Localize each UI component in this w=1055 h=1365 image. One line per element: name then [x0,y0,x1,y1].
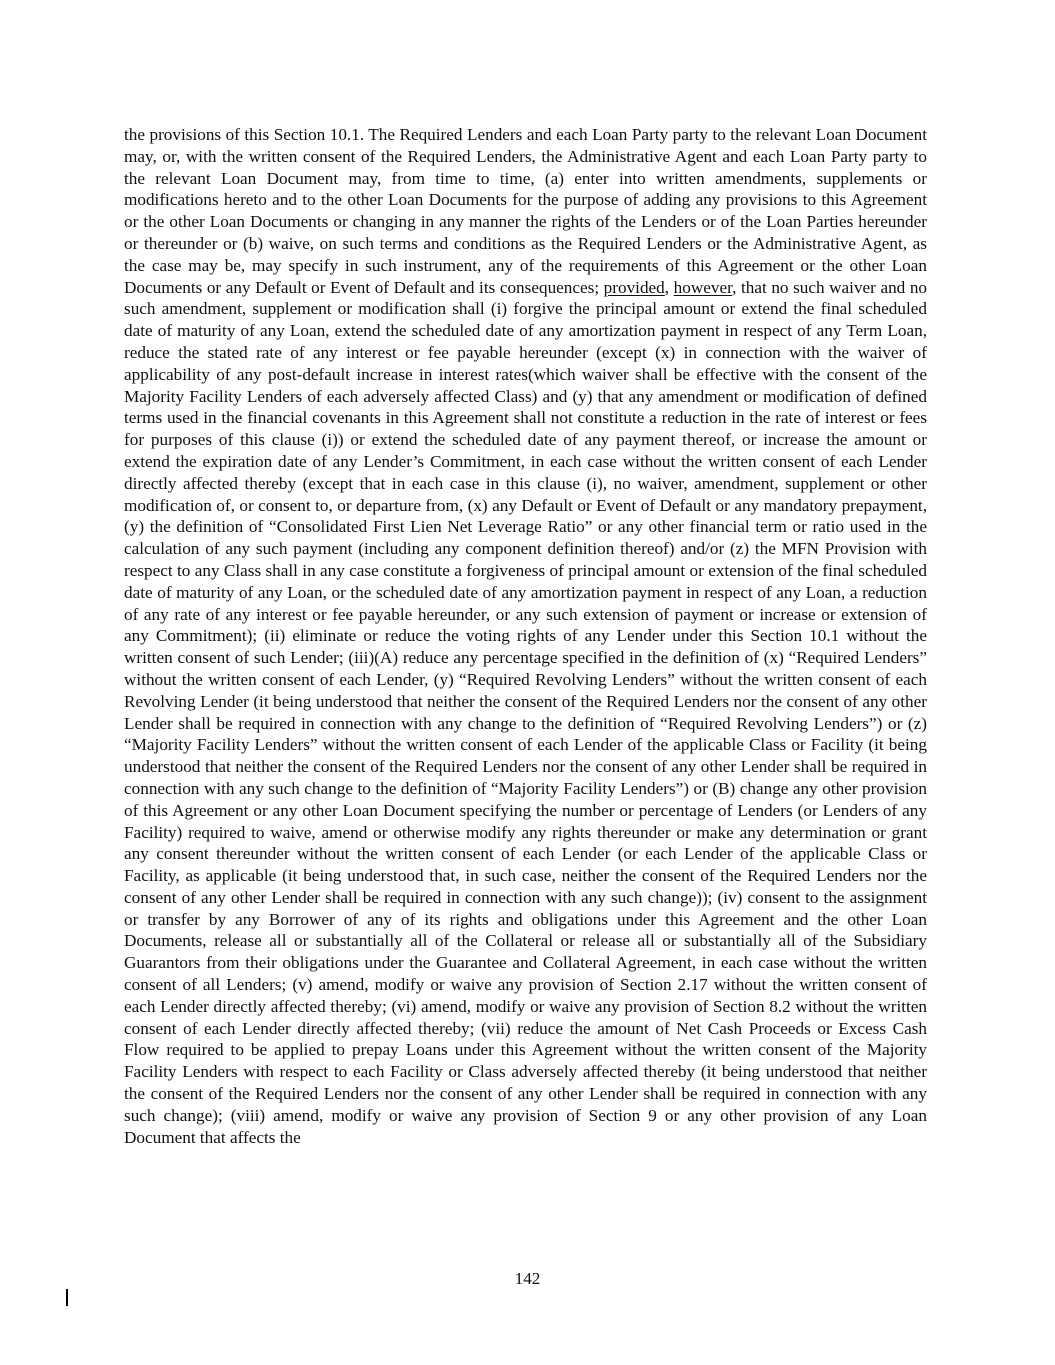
however-term: however [673,277,733,297]
provided-term: provided [603,277,665,297]
body-paragraph [124,124,927,1148]
document-body [124,124,927,1148]
comma-separator: , [664,277,674,297]
page-number: 142 [514,1269,541,1288]
revision-margin-bar [66,1289,68,1306]
paragraph-text-part-2: , that no such waiver and no such amendment, supplement or modification shall (i) forgive the principal amount or extend the final scheduled date of maturity of any Loan, extend the scheduled date of any amortization payment in respect of any Term Loan, reduce the stated rate of any interest or fee payable hereunder (except (x) in connection with the waiver of applicability of any post-default increase in interest rates(which waiver shall be effective with the consent of the Majority Facility Lenders of each adversely affected Class) and (y) that any amendment or modification of defined terms used in the financial covenants in this Agreement shall not constitute a reduction in the rate of interest or fees for purposes of this clause (i)) or extend the scheduled date of any payment thereof, or increase the amount or extend the expiration date of any Lender’s Commitment, in each case without the written consent of each Lender directly affected thereby (except that in each case in this clause (i), no waiver, amendment, supplement or other modification of, or consent to, or departure from, (x) any Default or Event of Default or any mandatory prepayment, (y) the definition of “Consolidated First Lien Net Leverage Ratio” or any other financial term or ratio used in the calculation of any such payment (including any component definition thereof) and/or (z) the MFN Provision with respect to any Class shall in any case constitute a forgiveness of principal amount or extension of the final scheduled date of maturity of any Loan, or the scheduled date of any amortization payment in respect of any Loan, a reduction of any rate of any interest or fee payable hereunder, or any such extension of payment or increase or extension of any Commitment); (ii) eliminate or reduce the voting rights of any Lender under this Section 10.1 without the written consent of such Lender; (iii)(A) reduce any percentage specified in the definition of (x) “Required Lenders” without the written consent of each Lender, (y) “Required Revolving Lenders” without the written consent of each Revolving Lender (it being understood that neither the consent of the Required Lenders nor the consent of any other Lender shall be required in connection with any change to the definition of “Required Revolving Lenders”) or (z) “Majority Facility Lenders” without the written consent of each Lender of the applicable Class or Facility (it being understood that neither the consent of the Required Lenders nor the consent of any other Lender shall be required in connection with any such change to the definition of “Majority Facility Lenders”) or (B) change any other provision of this Agreement or any other Loan Document specifying the number or percentage of Lenders (or Lenders of any Facility) required to waive, amend or otherwise modify any rights thereunder or make any determination or grant any consent thereunder without the written consent of each Lender (or each Lender of the applicable Class or Facility, as applicable (it being understood that, in such case, neither the consent of the Required Lenders nor the consent of any other Lender shall be required in connection with any such change)); (iv) consent to the assignment or transfer by any Borrower of any of its rights and obligations under this Agreement and the other Loan Documents, release all or substantially all of the Collateral or release all or substantially all of the Subsidiary Guarantors from their obligations under the Guarantee and Collateral Agreement, in each case without the written consent of all Lenders; (v) amend, modify or waive any provision of Section 2.17 without the written consent of each Lender directly affected thereby; (vi) amend, modify or waive any provision of Section 8.2 without the written consent of each Lender directly affected thereby; (vii) reduce the amount of Net Cash Proceeds or Excess Cash Flow required to be applied to prepay Loans under this Agreement without the written consent of the Majority Facility Lenders with respect to each Facility or Class adversely affected thereby (it being understood that neither the consent of the Required Lenders nor the consent of any other Lender shall be required in connection with any such change); (viii) amend, modify or waive any provision of Section 9 or any other provision of any Loan Document that affects the [124,277,928,1147]
paragraph-text-part-1: the provisions of this Section 10.1. The Required Lenders and each Loan Party party to the relevant Loan Document may, or, with the written consent of the Required Lenders, the Administrative Agent and each Loan Party party to the relevant Loan Document may, from time to time, (a) enter into written amendments, supplements or modifications hereto and to the other Loan Documents for the purpose of adding any provisions to this Agreement or the other Loan Documents or changing in any manner the rights of the Lenders or of the Loan Parties hereunder or thereunder or (b) waive, on such terms and conditions as the Required Lenders or the Administrative Agent, as the case may be, may specify in such instrument, any of the requirements of this Agreement or the other Loan Documents or any Default or Event of Default and its consequences; [124,125,927,297]
